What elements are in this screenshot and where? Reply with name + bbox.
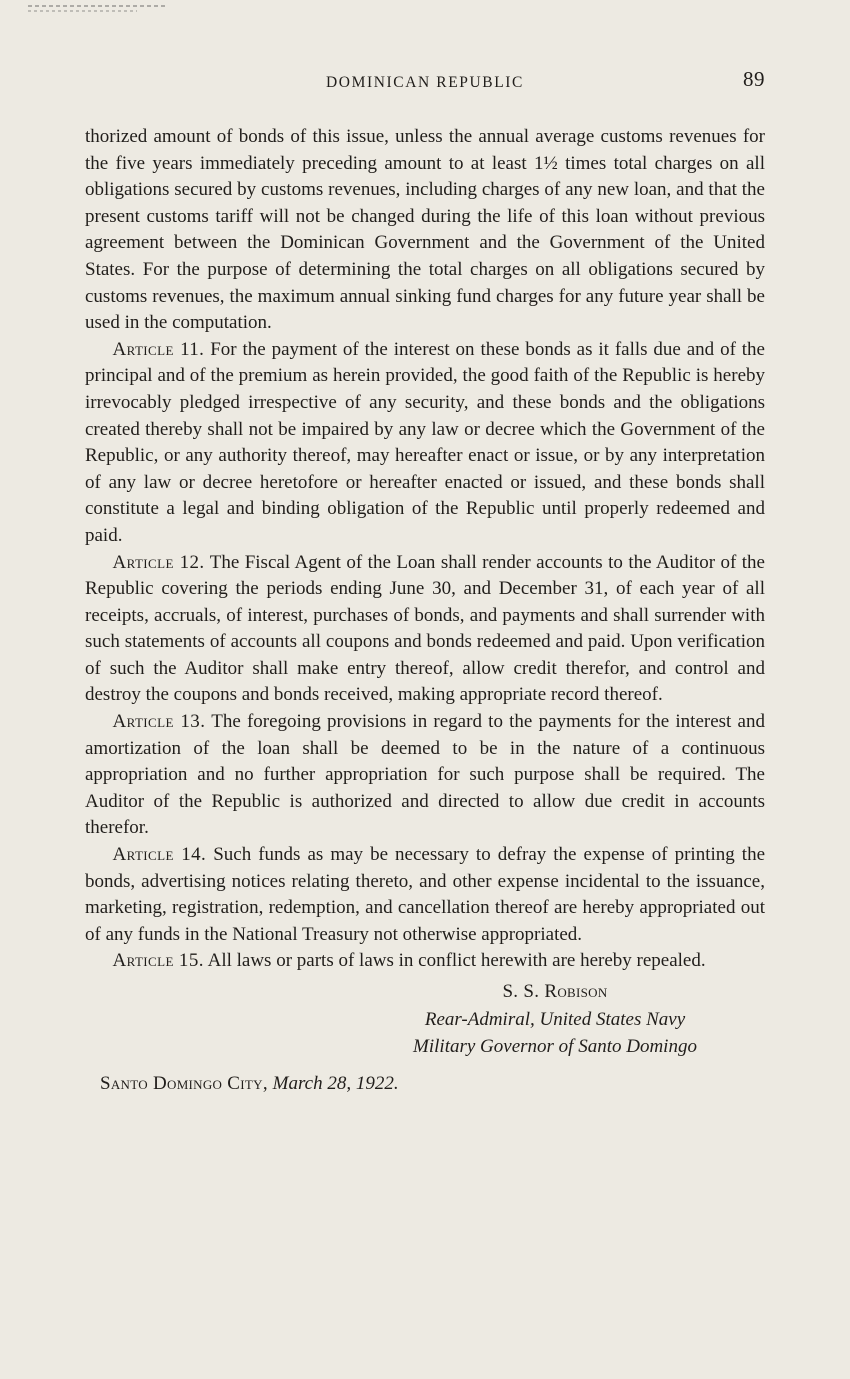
paragraph-text: thorized amount of bonds of this issue, unless the annual average customs revenues for the five years immediately preceding amount to at least 1½ times total charges on all obligations secured by customs revenues, including charges of any new loan, and that the present customs tariff will not be changed during the life of this loan without previous agreement between the Dominican Government and the Government of the United States. For the purpose of determining the total charges on all obligations secured by customs revenues, the maximum annual sinking fund charges for any future year shall be used in the computation.	[85, 126, 765, 334]
paragraph-text: The Fiscal Agent of the Loan shall render accounts to the Auditor of the Republic covering the periods ending June 30, and December 31, of each year of all receipts, accruals, of interest, purchases of bonds, and payments and shall surrender with such statements of accounts all coupons and bonds redeemed and paid. Upon verification of such the Auditor shall make entry thereof, allow credit therefor, and control and destroy the coupons and bonds received, making appropriate record thereof.	[85, 551, 765, 706]
signature-name: S. S. Robison	[502, 981, 608, 1002]
paragraph-text: Such funds as may be necessary to defray the expense of printing the bonds, advertising notices relating thereto, and other expense incidental to the issuance, marketing, registration, redemption, and cancellation thereof are hereby appropriated out of any funds in the National Treasury not otherwise appropriated.	[85, 844, 765, 945]
paragraph-text: All laws or parts of laws in conflict herewith are hereby repealed.	[207, 950, 706, 972]
signature-block	[345, 978, 765, 1061]
article-label: Article 11.	[112, 338, 205, 360]
dateline-place: Santo Domingo City,	[100, 1072, 268, 1094]
article-label: Article 13.	[112, 711, 206, 733]
dateline	[85, 1070, 765, 1097]
article-label: Article 15.	[112, 950, 204, 972]
paragraph	[85, 550, 765, 710]
dateline-date: March 28, 1922.	[272, 1072, 399, 1094]
page-body	[85, 124, 765, 975]
signature-title-line1: Rear-Admiral, United States Navy	[424, 1008, 686, 1030]
paragraph	[85, 948, 765, 975]
article-label: Article 14.	[112, 844, 207, 866]
page-number: 89	[743, 67, 765, 91]
signature-title-line2: Military Governor of Santo Domingo	[413, 1036, 697, 1057]
page-header	[85, 67, 765, 104]
scan-artifact	[28, 5, 168, 14]
article-label: Article 12.	[112, 551, 205, 573]
paragraph-text: The foregoing provisions in regard to the payments for the interest and amortization of the loan shall be deemed to be in the nature of a continuous appropriation and no further appropriation for such purpose shall be required. The Auditor of the Republic is authorized and directed to allow due credit in accounts therefor.	[85, 711, 765, 839]
paragraph	[85, 842, 765, 948]
paragraph	[85, 337, 765, 550]
running-title: DOMINICAN REPUBLIC	[325, 74, 524, 91]
paragraph	[85, 124, 765, 337]
paragraph-text: For the payment of the interest on these bonds as it falls due and of the principal and of the premium as herein provided, the good faith of the Republic is hereby irrevocably pledged irrespective of any security, and these bonds and the obligations created thereby shall not be impaired by any law or decree which the Government of the Republic, or any authority thereof, may hereafter enact or issue, or by any interpretation of any law or decree heretofore or hereafter enacted or issued, and these bonds shall constitute a legal and binding obligation of the Republic until properly redeemed and paid.	[85, 338, 765, 546]
paragraph	[85, 709, 765, 842]
